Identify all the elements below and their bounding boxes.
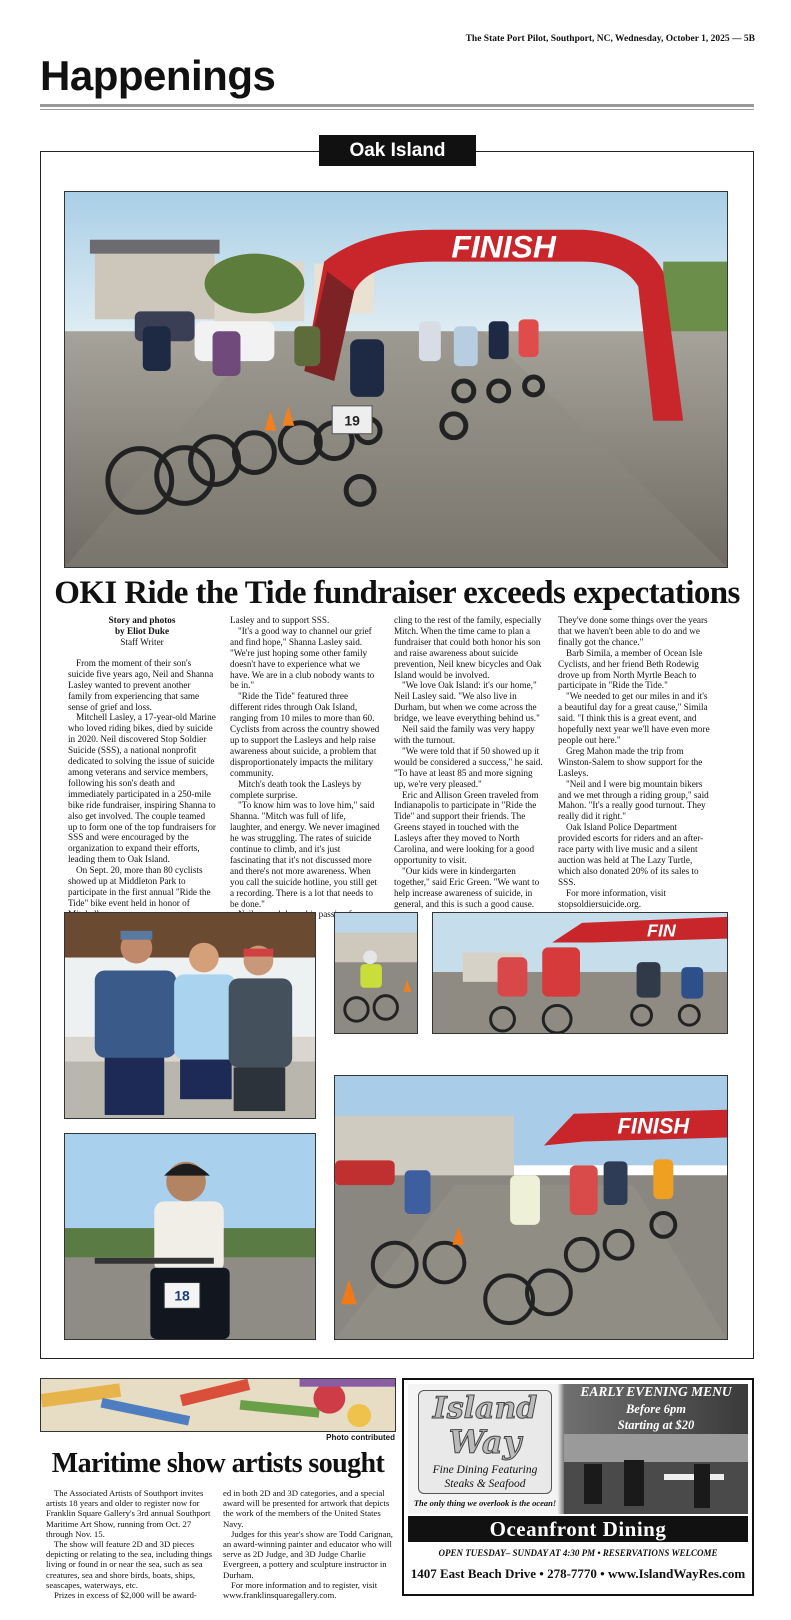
- section-kicker: Oak Island: [319, 135, 476, 166]
- ad-fine-dining: Fine Dining Featuring: [432, 1464, 538, 1476]
- maritime-col-2: [223, 1488, 395, 1600]
- ad-tagline: The only thing we overlook is the ocean!: [413, 1498, 557, 1508]
- paragraph: "We were told that if 50 showed up it would be considered a success," he said. "To have at least 85 and more signing up, we're very pleased.": [394, 745, 543, 789]
- ad-logo-line1: Island: [432, 1391, 538, 1426]
- article-col-2: [230, 615, 380, 920]
- paragraph: For more information, visit stopsoldiersuicide.org.: [558, 887, 667, 909]
- finish-banner-text: FINISH: [451, 228, 556, 265]
- paragraph: passion: [318, 909, 347, 920]
- photo-woman-cyclist: [64, 1133, 316, 1340]
- gallery-banner-large: FINISH: [617, 1113, 690, 1139]
- header-rule-thin: [40, 109, 754, 110]
- photo-paintbrushes: [40, 1378, 396, 1432]
- ad-menu-line2: Starting at $20: [617, 1418, 695, 1432]
- article-col-1: [68, 615, 216, 920]
- paragraph: Greg Mahon made the trip from Winston-Salem to show support for the Lasleys.: [558, 745, 703, 778]
- paragraph: Neil said the family was very happy with the turnout.: [394, 724, 535, 745]
- maritime-headline: Maritime show artists sought: [51, 1448, 385, 1479]
- paragraph: "Ride the Tide" featured three different rides through Oak Island, ranging from 10 miles to more than 60. Cyclists from across the country showed up to support the Lasleys and help raise awareness about suicide, a problem that disproportionately impacts the military community.: [230, 691, 380, 778]
- header-rule: [40, 104, 754, 107]
- photo-three-people: [64, 912, 316, 1119]
- ad-menu-line1: Before 6pm: [625, 1402, 687, 1416]
- paragraph: Judges for this year's show are Todd Carignan, an award-winning painter and educator who will serve as 2D Judge, and 3D Judge Charlie Evergreen, a pottery and sculpture instructor in Durham.: [223, 1528, 393, 1580]
- ad-dining-room-image: [564, 1434, 748, 1514]
- paragraph: Oak Island Police Department provided escorts for riders and an after-race party with live music and a silent auction was held at The Lazy Turtle, which also donated 20% of its sales to SSS.: [558, 822, 704, 887]
- paragraph: On Sept. 20, more than 80 cyclists showed up at Middleton Park to participate in the first annual "Ride the Tide" bike event held in honor of: [68, 865, 211, 908]
- ad-banner: Oceanfront Dining: [408, 1516, 748, 1542]
- main-bib: 19: [344, 412, 360, 429]
- photo-credit: Photo contributed: [326, 1433, 395, 1442]
- photo-cyclists-red: [432, 912, 728, 1034]
- paragraph: Mitchell Lasley, a 17-year-old Marine who loved riding bikes, died by suicide in 2020. Neil discovered Stop Soldier Suicide (SSS), a national nonprofit dedicated to solving the issue of suicide among veterans and service members, following his son's death and immediately participated in a 250-mile bike ride fundraiser, inspiring Shanna to also get involved. The couple teamed up to form one of the top fundraisers for SSS and were encouraged by the organization to expand their efforts, leading them to Oak Island.: [68, 712, 216, 865]
- paragraph: "Neil and I were big mountain bikers and we met through a riding group," said Mahon. "It's a really good turnout. They really did it right.": [558, 778, 709, 822]
- byline-label: Story and photos: [108, 615, 176, 625]
- ad-steaks: Steaks & Seafood: [444, 1478, 526, 1490]
- paragraph: For more information and to register, visit www.franklinsquaregallery.com.: [223, 1579, 378, 1601]
- photo-finish-line: [334, 1075, 728, 1340]
- paragraph: "To know him was to love him," said Shanna. "Mitch was full of life, laughter, and energy. We never imagined he was struggling. The rates of suicide continue to climb, and it's just fascinating that it's not discussed more and there's not more awareness. When you call the suicide hotline, you still get a recording. There is a lot that needs to be done.": [230, 800, 380, 909]
- section-title: Happenings: [40, 52, 276, 99]
- ad-hours: OPEN TUESDAY– SUNDAY AT 4:30 PM • RESERVATIONS WELCOME: [438, 1548, 718, 1558]
- gallery-bib: 18: [174, 1287, 190, 1304]
- main-photo: [64, 191, 728, 568]
- paragraph: "Our kids were in kindergarten together," said Eric Green. "We want to help increase awareness of suicide, in general, and this is such a good cause.: [394, 865, 540, 909]
- paragraph: "We love Oak Island: it's our home," Neil Lasley said. "We also live in Durham, but when we come across the bridge, we leave everything behind us.": [394, 680, 540, 724]
- ad-logo-line2: Way: [448, 1423, 522, 1461]
- paragraph: cling to the rest of the family, especially Mitch. When the time came to plan a fundraiser that could both honor his son and raise awareness about suicide prevention, Neil knew bicycles and Oak Island would be involved.: [394, 615, 542, 680]
- paragraph: They've done some things over the years that we haven't been able to do and we finally got the chance.": [558, 615, 708, 647]
- paragraph: Eric and Allison Green traveled from Indianapolis to participate in "Ride the Tide" and support their friends. The Greens stayed in touched with the Lasleys after they moved to North Carolina, and were looking for a good opportunity to visit.: [394, 789, 539, 865]
- gallery-banner-small: FIN: [647, 920, 676, 941]
- paragraph: Prizes in excess of $2,000 will be award-: [54, 1590, 197, 1601]
- paragraph: Lasley and to support SSS.: [230, 615, 330, 625]
- article-col-3: [394, 615, 544, 909]
- byline-title: Staff Writer: [120, 637, 164, 647]
- paragraph: "We needed to get our miles in and it's a beautiful day for a great cause," Simila said. "I think this is a great event, and hopefully next year we'll have even more people out here.": [558, 691, 710, 745]
- paragraph: "It's a good way to channel our grief and find hope," Shanna Lasley said. "We're just hoping some other family doesn't have to experience what we have. We are in a club nobody wants to be in.": [230, 625, 375, 691]
- paragraph: The Associated Artists of Southport invites artists 18 years and older to register now for Franklin Square Gallery's 3rd annual Southport Maritime Art Show, running from Oct. 27 through Nov. 15.: [46, 1488, 211, 1539]
- maritime-col-1: [46, 1488, 214, 1600]
- paragraph: ed in both 2D and 3D categories, and a special award will be presented for artwork that depicts the work of the members of the United States Navy.: [223, 1488, 390, 1529]
- island-way-ad[interactable]: [402, 1378, 754, 1596]
- ad-address[interactable]: 1407 East Beach Drive • 278-7770 • www.IslandWayRes.com: [410, 1566, 746, 1581]
- paragraph: Barb Simila, a member of Ocean Isle Cyclists, and her friend Beth Rodewig drove up from North Myrtle Beach to participate in "Ride the Tide.": [558, 647, 703, 691]
- article-col-4: [558, 615, 710, 909]
- paragraph: From the moment of their son's suicide five years ago, Neil and Shanna Lasley wanted to prevent another family from experiencing that same sense of grief and loss.: [68, 657, 214, 712]
- ad-menu-title: EARLY EVENING MENU: [580, 1384, 732, 1399]
- paragraph: Mitch's death took the Lasleys by complete surprise.: [230, 778, 362, 800]
- page-folio: The State Port Pilot, Southport, NC, Wednesday, October 1, 2025 — 5B: [465, 34, 755, 44]
- byline-name: by Eliot Duke: [114, 626, 170, 636]
- photo-single-cyclist: [334, 912, 418, 1034]
- article-headline: OKI Ride the Tide fundraiser exceeds expectations: [54, 575, 740, 611]
- paragraph: The show will feature 2D and 3D pieces depicting or relating to the sea, including things living or found in or near the sea, such as sea creatures, sea and shore birds, boats, ships, seascapes, waterways, etc.: [46, 1539, 212, 1590]
